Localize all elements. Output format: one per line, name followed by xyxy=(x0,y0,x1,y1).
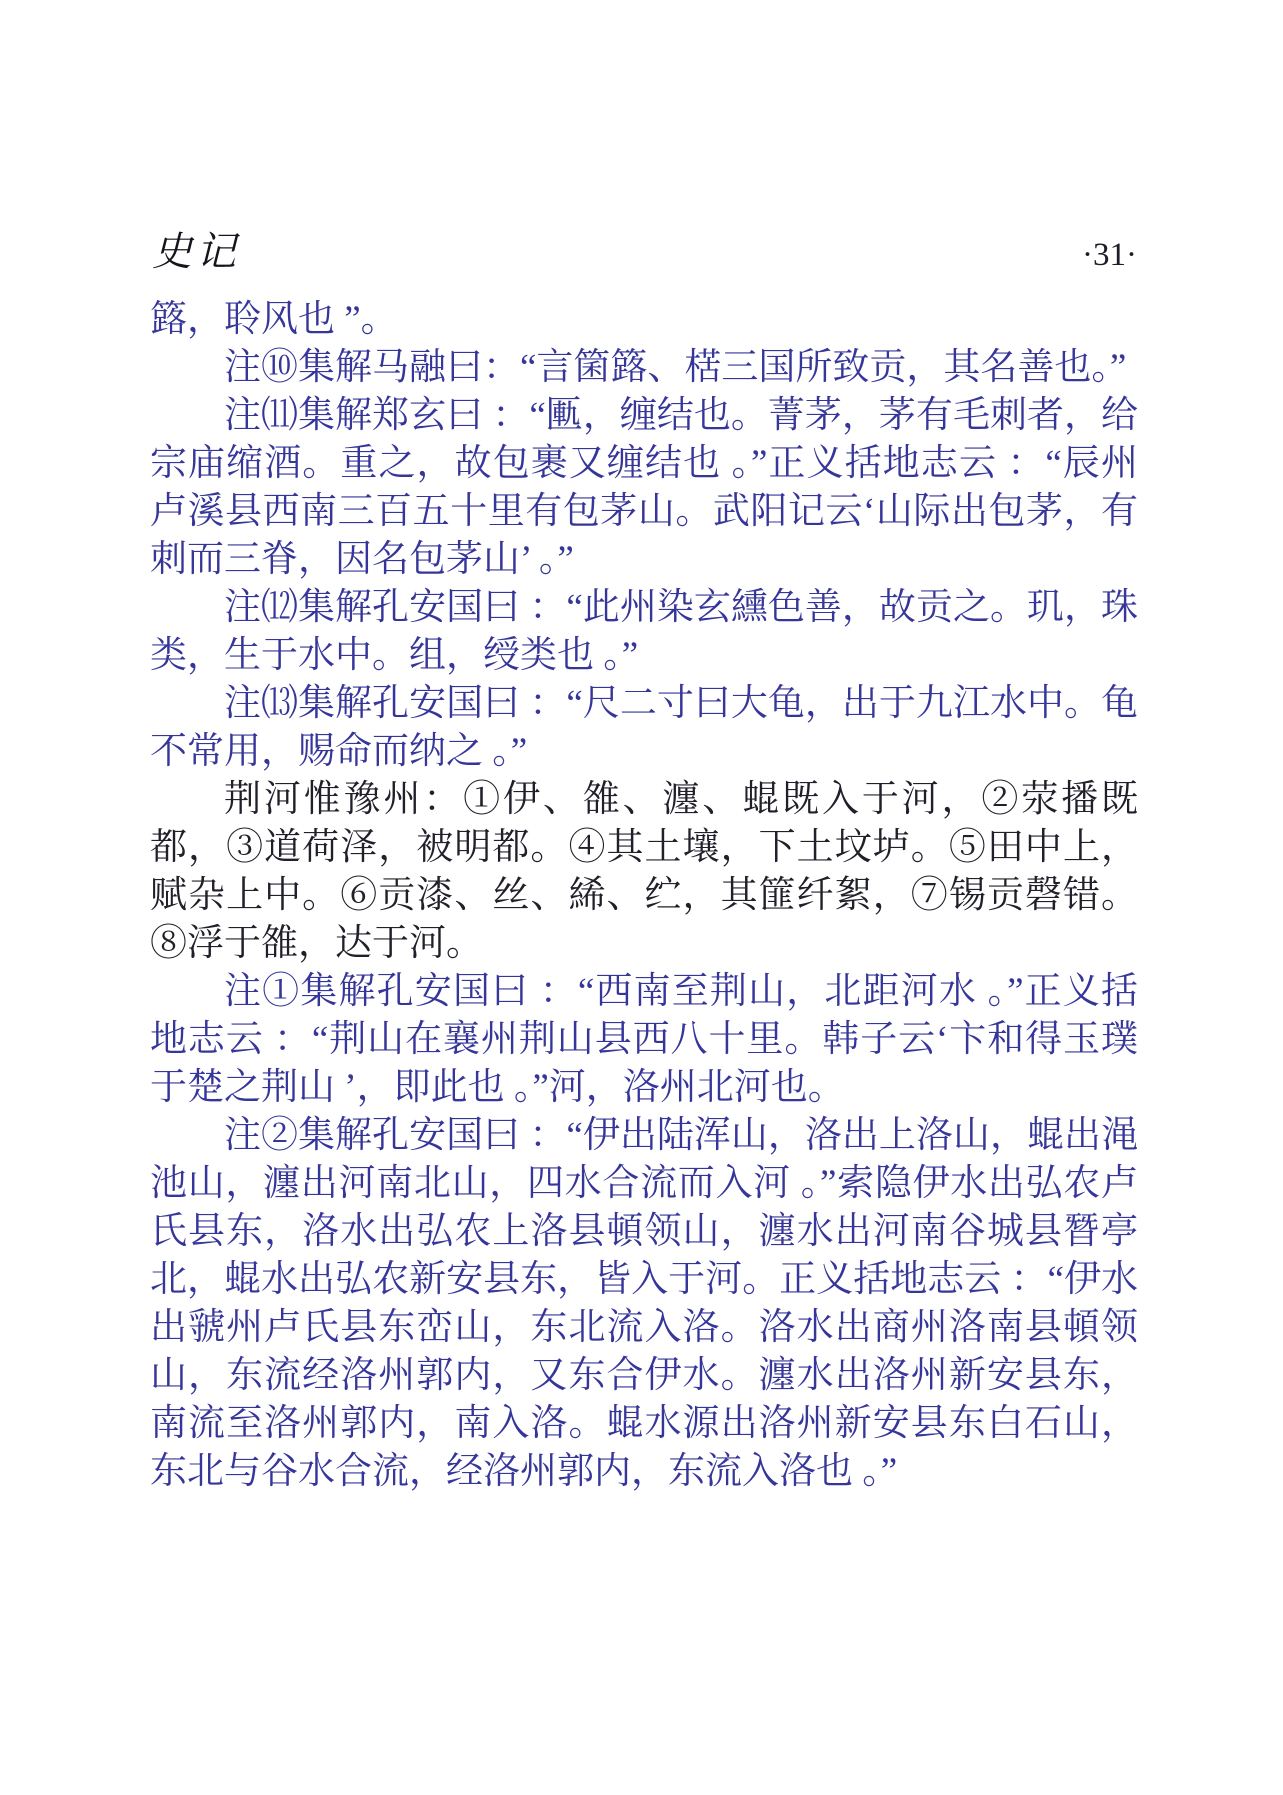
note-10-paragraph: 注⑩集解马融曰：“言箘簬、楛三国所致贡，其名善也。” xyxy=(224,347,1127,388)
book-title: 史记 xyxy=(152,229,240,274)
page-number: ·31· xyxy=(1082,237,1137,273)
main-passage-paragraph: 荆河惟豫州：①伊、雒、瀍、蜫既入于河，②荥播既都，③道荷泽，被明都。④其土壤，下土坟垆。⑤田中上，赋杂上中。⑥贡漆、丝、絺、纻，其篚纤絮，⑦锡贡磬错。⑧浮于雒，达于河。 xyxy=(150,779,1138,964)
note-2-paragraph: 注②集解孔安国曰 ：“伊出陆浑山，洛出上洛山，蜫出渑池山，瀍出河南北山，四水合流而入河 。”索隐伊水出弘农卢氏县东，洛水出弘农上洛县頓领山，瀍水出河南谷城县朁亭北，蜫水出弘农新安县东，皆入于河。正义括地志云 ：“伊水出虢州卢氏县东峦山，东北流入洛。洛水出商州洛南县頓领山，东流经洛州郭内，又东合伊水。瀍水出洛州新安县东，南流至洛州郭内，南入洛。蜫水源出洛州新安县东白石山，东北与谷水合流，经洛州郭内，东流入洛也 。” xyxy=(150,1115,1138,1492)
note-12-paragraph: 注⑿集解孔安国曰 ：“此州染玄纁色善，故贡之。玑，珠类，生于水中。组，绶类也 。” xyxy=(150,587,1138,676)
note-13-paragraph: 注⒀集解孔安国曰 ：“尺二寸曰大龟，出于九江水中。龟不常用，赐命而纳之 。” xyxy=(150,683,1138,772)
note-11-paragraph: 注⑾集解郑玄曰 ：“匭，缠结也。菁茅，茅有毛刺者，给宗庙缩酒。重之，故包裹又缠结也 。”正义括地志云 ：“辰州卢溪县西南三百五十里有包茅山。武阳记云‘山际出包茅，有刺而三脊，因名包茅山’ 。” xyxy=(150,395,1138,580)
page-header xyxy=(152,220,1137,277)
note-1-paragraph: 注①集解孔安国曰 ：“西南至荆山，北距河水 。”正义括地志云 ：“荆山在襄州荆山县西八十里。韩子云‘卞和得玉璞于楚之荆山 ’，即此也 。”河，洛州北河也。 xyxy=(150,971,1138,1108)
annotation-continuation-paragraph: 簬，聆风也 ”。 xyxy=(150,299,398,340)
page-body xyxy=(150,296,1138,1496)
